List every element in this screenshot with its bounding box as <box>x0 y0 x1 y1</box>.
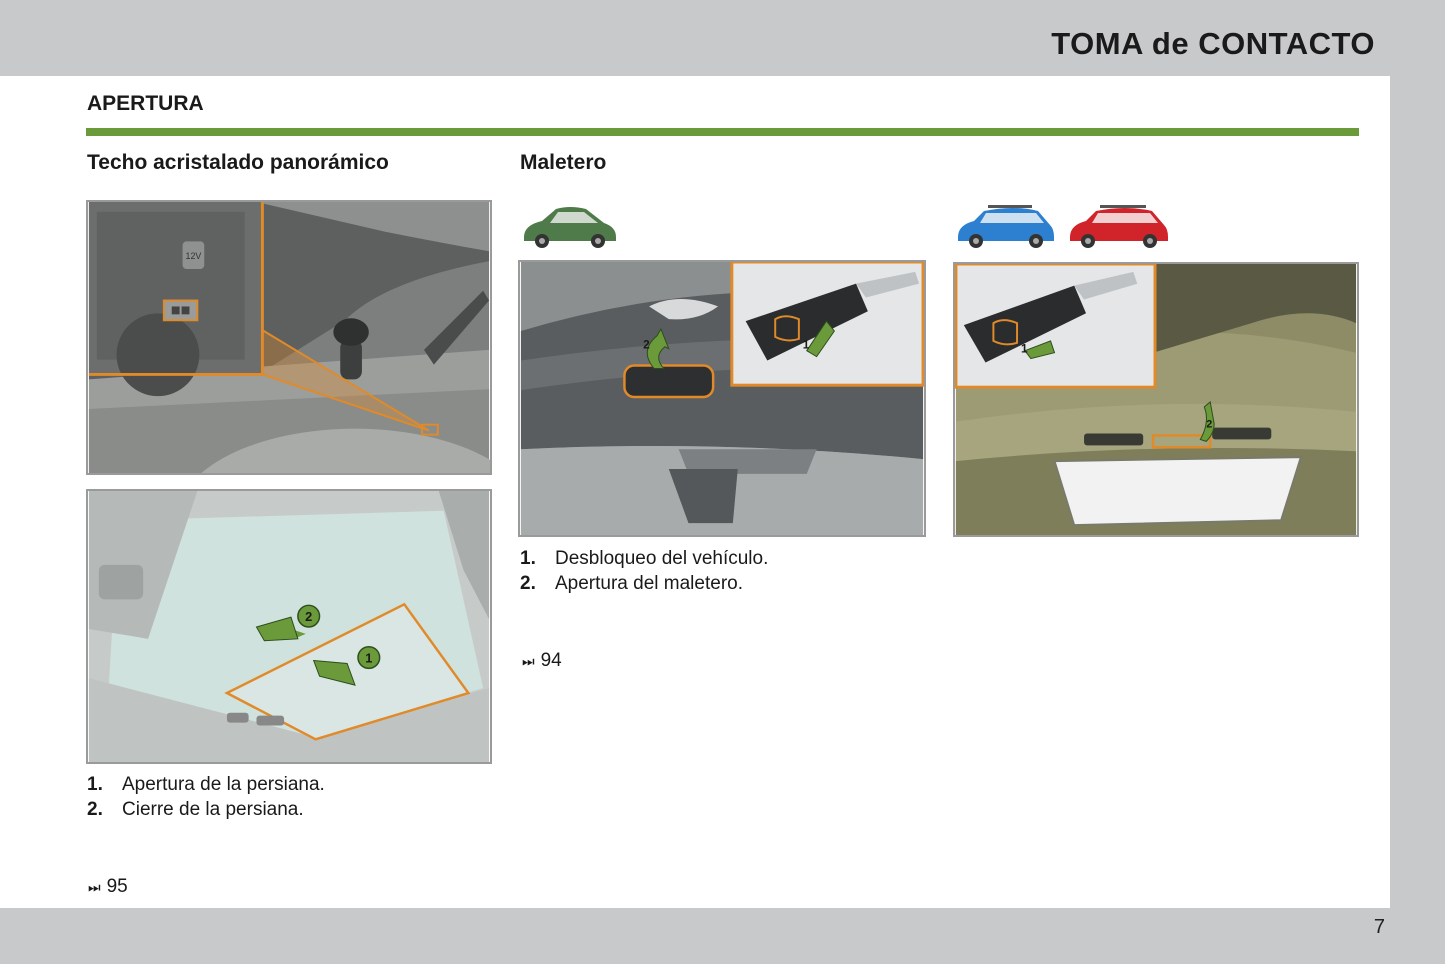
next-page-icon: ⏭ <box>522 652 535 669</box>
chapter-title: TOMA de CONTACTO <box>1051 26 1375 61</box>
sunroof-heading: Techo acristalado panorámico <box>87 151 389 174</box>
list-item: 2. Apertura del maletero. <box>520 573 743 594</box>
red-estate-icon <box>1066 203 1170 249</box>
callout-1: 1 <box>365 650 373 666</box>
blue-estate-icon <box>954 203 1056 249</box>
callout-1: 1 <box>1020 341 1028 356</box>
console-switch-illustration <box>86 200 492 475</box>
section-title: APERTURA <box>87 92 204 115</box>
callout-2: 2 <box>305 609 313 625</box>
tailgate-illustration <box>953 262 1359 537</box>
sunroof-steps <box>87 772 325 822</box>
callout-2: 2 <box>643 337 650 352</box>
sunroof-page-reference[interactable] <box>88 876 128 898</box>
socket-12v-label: 12V <box>185 251 202 262</box>
reference-page-number: 94 <box>540 650 562 671</box>
trunk-steps <box>520 546 768 596</box>
list-item: 1. Desbloqueo del vehículo. <box>520 548 769 569</box>
reference-page-number: 95 <box>106 876 128 897</box>
list-item: 2. Cierre de la persiana. <box>87 799 304 820</box>
callout-1: 1 <box>802 337 810 352</box>
green-hatchback-icon <box>520 203 618 249</box>
callout-2: 2 <box>1206 418 1213 431</box>
next-page-icon: ⏭ <box>88 878 101 895</box>
footer-band <box>0 908 1445 964</box>
trunk-handle-illustration <box>518 260 926 537</box>
section-divider <box>86 128 1359 136</box>
sunroof-blind-illustration <box>86 489 492 764</box>
trunk-page-reference[interactable] <box>522 650 562 672</box>
page-number: 7 <box>1373 916 1385 938</box>
trunk-heading: Maletero <box>520 151 607 174</box>
list-item: 1. Apertura de la persiana. <box>87 774 325 795</box>
